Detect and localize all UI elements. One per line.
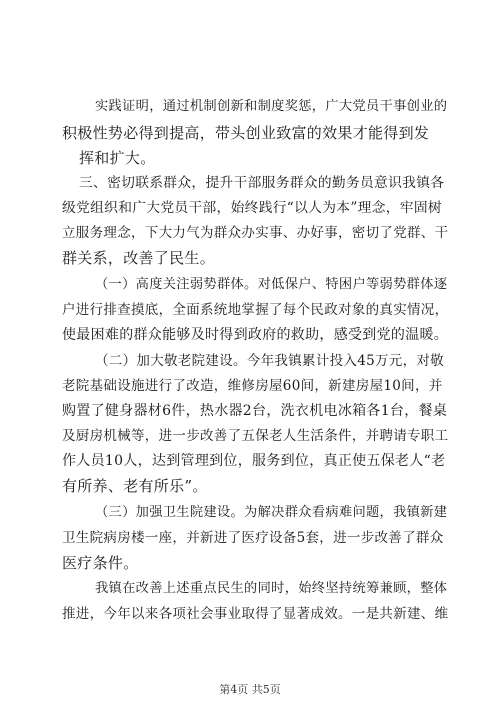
text-line: 实践证明，通过机制创新和制度奖惩，广大党员干事创业的 (95, 99, 448, 114)
text-line: 户进行排查摸底，全面系统地掌握了每个民政对象的真实情况， (62, 302, 449, 318)
text-line: 级党组织和广大党员干部，始终践行“以人为本”理念，牢固树 (62, 200, 442, 216)
text-line: 我镇在改善上述重点民生的同时，始终坚持统筹兼顾，整体 (95, 581, 448, 596)
text-line: 医疗条件。 (62, 554, 139, 572)
text-line: 挥和扩大。 (79, 149, 156, 167)
text-line: 积极性势必得到提高，带头创业致富的效果才能得到发 (62, 124, 430, 142)
text-line: 及厨房机械等，进一步改善了五保老人生活条件，并聘请专职工 (62, 428, 449, 444)
text-line: （三）加强卫生院建设。为解决群众看病难问题，我镇新建 (95, 505, 448, 520)
text-line: 推进，今年以来各项社会事业取得了显著成效。一是共新建、维 (62, 606, 449, 622)
text-line: 老院基础设施进行了改造，维修房屋60间，新建房屋10间，并 (62, 378, 443, 394)
text-line: （二）加大敬老院建设。今年我镇累计投入45万元，对敬 (95, 353, 444, 369)
text-line: 卫生院病房楼一座，并新进了医疗设备5套，进一步改善了群众 (62, 530, 444, 546)
text-line: （一）高度关注弱势群体。对低保户、特困户等弱势群体逐 (95, 277, 448, 292)
page-footer: 第4页 共5页 (219, 683, 281, 696)
text-line: 作人员10人，达到管理到位，服务到位，真正使五保老人“老 (62, 453, 446, 469)
text-line: 群关系，改善了民生。 (62, 249, 216, 267)
text-line: 有所养、老有所乐”。 (62, 477, 208, 495)
text-line: 使最困难的群众能够及时得到政府的救助，感受到党的温暖。 (62, 327, 449, 343)
text-line: 立服务理念，下大力气为群众办实事、办好事，密切了党群、干 (62, 225, 449, 241)
text-line: 三、密切联系群众，提升干部服务群众的勤务员意识我镇各 (79, 175, 445, 191)
text-line: 购置了健身器材6件，热水器2台，洗衣机电冰箱各1台，餐桌 (62, 403, 448, 419)
